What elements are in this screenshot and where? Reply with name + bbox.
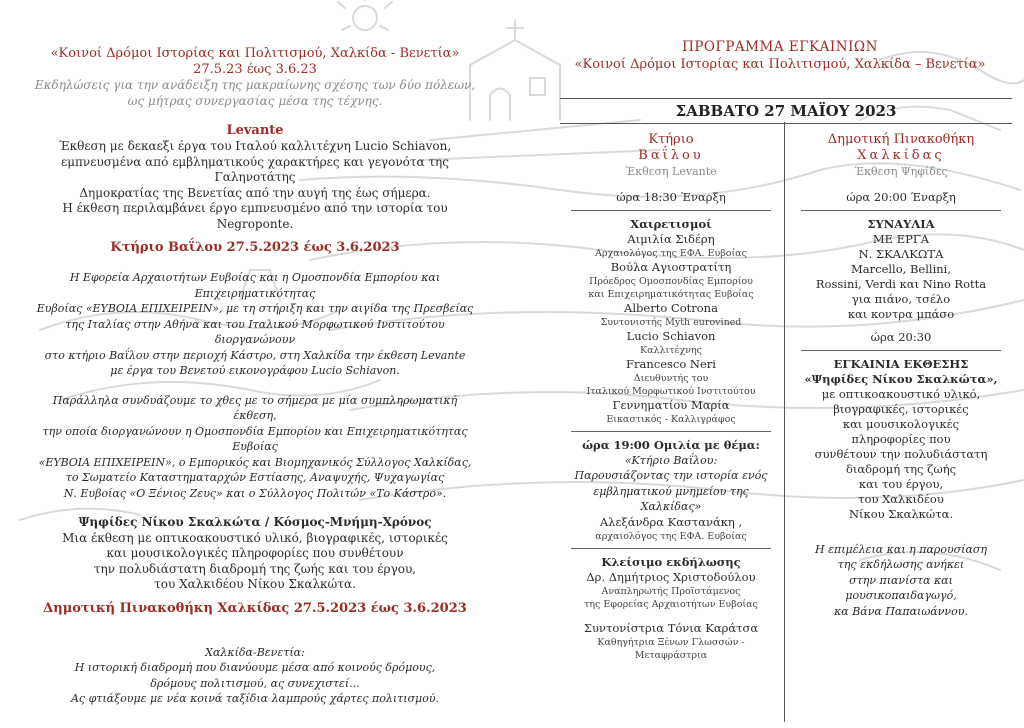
- levante-venue-dates: Κτήριο Βαΐλου 27.5.2023 έως 3.6.2023: [110, 240, 400, 255]
- opening-subtitle: «Ψηφίδες Νίκου Σκαλκώτα»,: [804, 371, 998, 386]
- para1-line-3: της Ιταλίας στην Αθήνα και του Ιταλικού Μορφωτικού Ινστιτούτου διοργανώνουν: [65, 317, 445, 346]
- greetings-title: Χαιρετισμοί: [630, 216, 712, 231]
- opening-line-4: πληροφορίες που: [851, 431, 951, 446]
- intro-desc-2: ως μήτρας συνεργασίας μέσα της τέχνης.: [127, 93, 383, 108]
- para1-line-1: Η Εφορεία Αρχαιοτήτων Ευβοίας και η Ομοσπονδία Εμπορίου και Επιχειρηματικότητας: [69, 271, 441, 300]
- intro-dates: 27.5.23 έως 3.6.23: [193, 62, 317, 77]
- gallery-dates: Δημοτική Πινακοθήκη Χαλκίδας 27.5.2023 έως 3.6.2023: [43, 600, 467, 616]
- talk-speaker: Αλεξάνδρα Καστανάκη ,: [599, 514, 743, 529]
- gallery-venue-2: Χαλκίδας: [857, 148, 945, 163]
- speaker-3-role: Συντονιστής Myth eurovined: [600, 316, 742, 328]
- skalkotas-line-1: Μια έκθεση με οπτικοακουστικό υλικό, βιογραφικές, ιστορικές: [62, 530, 448, 545]
- column-divider: [784, 122, 785, 722]
- opening-line-2: βιογραφικές, ιστορικές: [833, 401, 969, 416]
- concert-line-1: ΣΥΝΑΥΛΙΑ: [867, 216, 935, 231]
- closing-role-2: της Εφορείας Αρχαιοτήτων Ευβοίας: [584, 598, 758, 610]
- intro-desc-1: Εκδηλώσεις για την ανάδειξη της μακραίωνης σχέσης των δύο πόλεων,: [34, 78, 476, 92]
- talk-title: ώρα 19:00 Ομιλία με θέμα:: [582, 437, 760, 452]
- levante-text-1: Έκθεση με δεκαεξι έργα του Ιταλού καλλιτέχνη Lucio Schiavon,: [58, 139, 452, 153]
- skalkotas-line-4: του Χαλκιδέου Νίκου Σκαλκώτα.: [154, 577, 356, 591]
- para2-line-2: την οποία διοργανώνουν η Ομοσπονδία Εμπορίου και Επιχειρηματικότητας Ευβοίας: [42, 424, 468, 453]
- program-subtitle: «Κοινοί Δρόμοι Ιστορίας και Πολιτισμού, Χαλκίδα – Βενετία»: [574, 57, 986, 72]
- talk-line-1: «Κτήριο Βαΐλου:: [624, 453, 718, 467]
- concert-line-5: Rossini, Verdi και Nino Rotta: [815, 276, 987, 291]
- speaker-2-name: Βούλα Αγιοστρατίτη: [610, 259, 732, 274]
- opening-time: ώρα 20:30: [870, 329, 932, 344]
- vailou-venue-2: Βαΐλου: [638, 148, 704, 163]
- para1-line-4: στο κτήριο Βαΐλου στην περιοχή Κάστρο, στη Χαλκίδα την έκθεση Levante: [44, 348, 466, 362]
- coordinator-role: Καθηγήτρια Ξένων Γλωσσών - Μεταφράστρια: [597, 636, 745, 661]
- curation-line-3: στην πιανίστα και: [849, 573, 953, 587]
- curation-line-4: μουσικοπαιδαγωγό,: [845, 589, 957, 602]
- closing-line-3: δρόμους πολιτισμού, ας συνεχιστεί...: [150, 676, 360, 690]
- concert-line-6: για πιάνο, τσέλο: [851, 291, 951, 306]
- opening-line-1: με οπτικοακουστικό υλικό,: [821, 386, 981, 401]
- para1-line-5: με έργα του Βενετού εικονογράφου Lucio Schiavon.: [110, 364, 400, 377]
- closing-role-1: Αναπληρωτής Προϊστάμενος: [601, 585, 741, 597]
- closing-line-2: Η ιστορική διαδρομή που διανύουμε μέσα από κοινούς δρόμους,: [74, 661, 436, 674]
- vailou-column: [565, 132, 777, 662]
- gallery-column: [795, 132, 1007, 619]
- speaker-6-role: Εικαστικός - Καλλιγράφος: [606, 413, 736, 425]
- opening-line-7: και του έργου,: [858, 476, 944, 491]
- levante-title: Levante: [226, 123, 284, 138]
- speaker-4-role: Καλλιτέχνης: [639, 344, 702, 356]
- levante-text-2: εμπνευσμένα από εμβληματικούς χαρακτήρες και γεγονότα της Γαληνοτάτης: [61, 154, 449, 184]
- para2-line-4: το Σωματείο Καταστηματαρχών Εστίασης, Αναψυχής, Ψυχαγωγίας: [65, 471, 445, 484]
- para2-line-5: Ν. Ευβοίας «Ο Ξένιος Ζευς» και ο Σύλλογος Πολιτών «Το Κάστρο».: [63, 486, 447, 500]
- talk-line-2: Παρουσιάζοντας την ιστορία ενός: [574, 469, 768, 482]
- levante-text-3: Δημοκρατίας της Βενετίας από την αυγή της έως σήμερα.: [79, 185, 431, 200]
- concert-line-7: και κοντρα μπάσο: [847, 306, 955, 321]
- speaker-3-name: Alberto Cotrona: [624, 300, 718, 315]
- speaker-2-role-2: και Επιχειρηματικότητας Ευβοίας: [588, 288, 754, 300]
- intro-title: «Κοινοί Δρόμοι Ιστορίας και Πολιτισμού, Χαλκίδα - Βενετία»: [50, 46, 460, 61]
- closing-line-1: Χαλκίδα-Βενετία:: [205, 645, 305, 659]
- concert-line-4: Marcello, Bellini,: [851, 261, 951, 276]
- talk-line-3: εμβληματικού μνημείου της Χαλκίδας»: [593, 484, 749, 513]
- speaker-4-name: Lucio Schiavon: [626, 328, 716, 343]
- concert-line-3: Ν. ΣΚΑΛΚΩΤΑ: [858, 246, 944, 261]
- speaker-6-name: Γεννηματίου Μαρία: [612, 397, 730, 412]
- left-column: [30, 46, 480, 707]
- speaker-5-name: Francesco Neri: [626, 356, 716, 371]
- speaker-5-role-1: Διευθυντής του: [633, 372, 709, 384]
- opening-line-3: και μουσικολογικές: [842, 416, 960, 431]
- skalkotas-line-3: την πολυδιάστατη διαδρομή της ζωής και του έργου,: [93, 561, 417, 576]
- vailou-exhibit: Έκθεση Levante: [625, 165, 717, 178]
- speaker-1-name: Αιμιλία Σιδέρη: [627, 231, 715, 246]
- curation-line-2: της εκδήλωσης ανήκει: [837, 558, 965, 571]
- speaker-1-role: Αρχαιολόγος της ΕΦΑ. Ευβοίας: [595, 247, 747, 259]
- para2-line-1: Παράλληλα συνδυάζουμε το χθες με το σήμερα με μία συμπληρωματική έκθεση,: [52, 393, 458, 422]
- speaker-5-role-2: Ιταλικού Μορφωτικού Ινστιτούτου: [586, 385, 756, 397]
- skalkotas-line-2: και μουσικολογικές πληροφορίες που συνθέτουν: [106, 546, 404, 560]
- day-label: ΣΑΒΒΑΤΟ 27 ΜΑΪΟΥ 2023: [675, 102, 897, 120]
- gallery-exhibit: Έκθεση Ψηφίδες: [854, 165, 948, 178]
- gallery-venue-1: Δημοτική Πινακοθήκη: [827, 132, 975, 147]
- opening-line-5: συνθέτουν την πολυδιάστατη: [814, 446, 988, 461]
- speaker-2-role-1: Πρόεδρος Ομοσπονδίας Εμπορίου: [589, 275, 753, 287]
- opening-line-9: Νίκου Σκαλκώτα.: [848, 506, 954, 521]
- day-banner: [560, 98, 1012, 124]
- coordinator: Συντονίστρια Τόνια Καράτσα: [583, 620, 759, 635]
- concert-line-2: ΜΕ ΕΡΓΑ: [872, 231, 930, 246]
- closing-line-4: Ας φτιάξουμε με νέα κοινά ταξίδια λαμπρούς χάρτες πολιτισμού.: [70, 692, 440, 705]
- vailou-start-time: ώρα 18:30 Έναρξη: [616, 189, 726, 204]
- skalkotas-title: Ψηφίδες Νίκου Σκαλκώτα / Κόσμος-Μνήμη-Χρόνος: [78, 515, 432, 529]
- levante-text-4: Η έκθεση περιλαμβάνει έργο εμπνευσμένο από την ιστορία του Negroponte.: [62, 201, 448, 231]
- closing-speaker: Δρ. Δημήτριος Χριστοδούλου: [586, 569, 756, 584]
- program-title: ΠΡΟΓΡΑΜΜΑ ΕΓΚΑΙΝΙΩΝ: [682, 39, 878, 55]
- vailou-venue-1: Κτήριο: [648, 132, 694, 147]
- curation-line-5: κα Βάνα Παπαιωάννου.: [834, 604, 968, 618]
- talk-speaker-role: αρχαιολόγος της ΕΦΑ. Ευβοίας: [595, 530, 747, 542]
- gallery-start-time: ώρα 20:00 Έναρξη: [846, 189, 956, 204]
- para1-line-2: Ευβοίας «ΕΥΒΟΙΑ ΕΠΙΧΕΙΡΕΙΝ», με τη στήριξη και την αιγίδα της Πρεσβείας: [36, 302, 474, 315]
- opening-line-6: διαδρομή της ζωής: [845, 461, 957, 476]
- para2-line-3: «ΕΥΒΟΙΑ ΕΠΙΧΕΙΡΕΙΝ», ο Εμπορικός και Βιομηχανικός Σύλλογος Χαλκίδας,: [38, 455, 472, 469]
- opening-title: ΕΓΚΑΙΝΙΑ ΕΚΘΕΣΗΣ: [833, 356, 969, 371]
- curation-line-1: Η επιμέλεια και η παρουσίαση: [814, 542, 988, 556]
- program-header: [560, 38, 1000, 74]
- closing-title: Κλείσιμο εκδήλωσης: [601, 554, 741, 569]
- opening-line-8: του Χαλκιδέου: [858, 491, 944, 506]
